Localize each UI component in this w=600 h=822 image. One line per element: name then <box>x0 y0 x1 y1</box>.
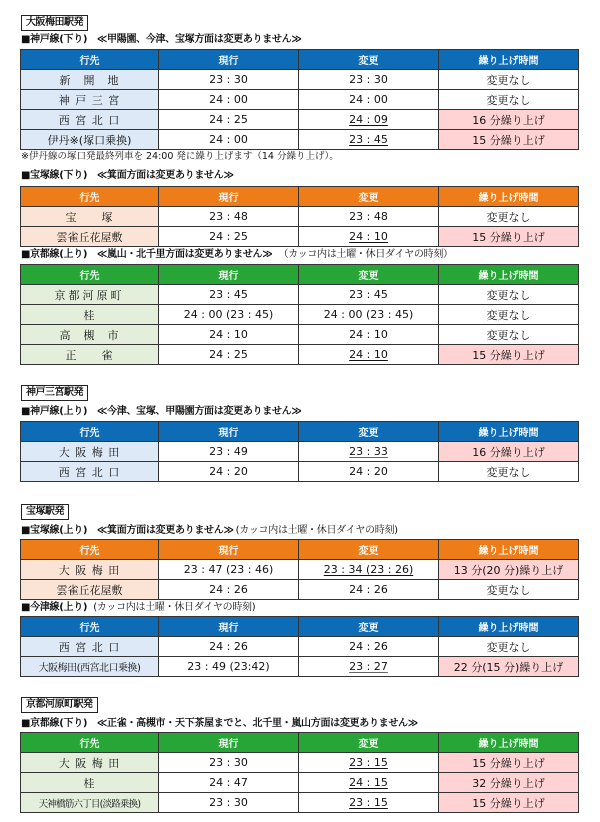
cell-changed <box>299 130 439 150</box>
header-destination: 行先 <box>21 733 159 753</box>
cell-destination: 正 雀 <box>21 345 159 365</box>
table-row <box>21 90 579 110</box>
cell-destination: 大 阪 梅 田 <box>21 442 159 462</box>
cell-changed: 24 : 00 (23 : 45) <box>299 305 439 325</box>
cell-destination: 新 開 地 <box>21 70 159 90</box>
section-title-text: ■京都線(上り) ≪嵐山・北千里方面は変更ありません≫ <box>21 249 273 260</box>
cell-advance: 16 分繰り上げ <box>439 442 579 462</box>
cell-changed: 24 : 10 <box>299 325 439 345</box>
cell-destination: 西 宮 北 口 <box>21 637 159 657</box>
table-row <box>21 560 579 580</box>
cell-current: 23 : 30 <box>159 793 299 813</box>
header-current: 現行 <box>159 733 299 753</box>
section-title-imazu-up <box>21 602 255 614</box>
cell-advance: 22 分(15 分)繰り上げ <box>439 657 579 677</box>
header-current: 現行 <box>159 265 299 285</box>
table-row <box>21 227 579 247</box>
changed-time: 23 : 33 <box>349 445 388 458</box>
header-current: 現行 <box>159 617 299 637</box>
table-row <box>21 110 579 130</box>
cell-advance: 32 分繰り上げ <box>439 773 579 793</box>
changed-time: 23 : 27 <box>349 660 388 673</box>
table-row <box>21 637 579 657</box>
changed-time: 24 : 10 <box>349 348 388 361</box>
station-label-osaka-umeda: 大阪梅田駅発 <box>21 15 88 31</box>
section-title-kobe-up <box>21 406 302 418</box>
header-destination: 行先 <box>21 50 159 70</box>
header-changed: 変更 <box>299 733 439 753</box>
table-header-row <box>21 265 579 285</box>
table-row <box>21 580 579 600</box>
cell-changed <box>299 793 439 813</box>
cell-destination: 高 槻 市 <box>21 325 159 345</box>
cell-changed: 24 : 20 <box>299 462 439 482</box>
cell-changed: 24 : 00 <box>299 90 439 110</box>
section-title-text: ■宝塚線(上り) ≪箕面方面は変更ありません≫ <box>21 525 234 536</box>
header-current: 現行 <box>159 540 299 560</box>
table-row <box>21 462 579 482</box>
table-row <box>21 325 579 345</box>
cell-changed: 23 : 45 <box>299 285 439 305</box>
cell-changed <box>299 657 439 677</box>
cell-destination: 大阪梅田(西宮北口乗換) <box>21 657 159 677</box>
cell-advance: 変更なし <box>439 90 579 110</box>
station-label-kyoto-kawaramachi: 京都河原町駅発 <box>21 697 98 713</box>
table-header-row <box>21 422 579 442</box>
header-advance: 繰り上げ時間 <box>439 617 579 637</box>
cell-destination: 西 宮 北 口 <box>21 462 159 482</box>
cell-current: 23 : 49 (23:42) <box>159 657 299 677</box>
cell-current: 24 : 26 <box>159 637 299 657</box>
header-current: 現行 <box>159 422 299 442</box>
cell-advance: 15 分繰り上げ <box>439 130 579 150</box>
header-current: 現行 <box>159 187 299 207</box>
timetable-kyoto-down <box>20 732 579 813</box>
cell-current: 24 : 25 <box>159 110 299 130</box>
header-changed: 変更 <box>299 422 439 442</box>
timetable-kobe-down <box>20 49 579 150</box>
changed-time: 23 : 45 <box>349 133 388 146</box>
cell-current: 24 : 00 (23 : 45) <box>159 305 299 325</box>
cell-advance: 15 分繰り上げ <box>439 345 579 365</box>
section-title-text: ■神戸線(上り) ≪今津、宝塚、甲陽園方面は変更ありません≫ <box>21 406 302 417</box>
cell-advance: 変更なし <box>439 285 579 305</box>
header-destination: 行先 <box>21 187 159 207</box>
header-advance: 繰り上げ時間 <box>439 733 579 753</box>
cell-changed <box>299 110 439 130</box>
cell-advance: 変更なし <box>439 70 579 90</box>
cell-advance: 変更なし <box>439 207 579 227</box>
cell-current: 23 : 30 <box>159 70 299 90</box>
cell-changed: 23 : 30 <box>299 70 439 90</box>
section-title-kyoto-down <box>21 718 418 730</box>
cell-changed: 24 : 26 <box>299 637 439 657</box>
cell-advance: 15 分繰り上げ <box>439 793 579 813</box>
cell-changed: 23 : 48 <box>299 207 439 227</box>
section-subnote: (カッコ内は土曜・休日ダイヤの時刻) <box>235 525 398 536</box>
cell-destination: 宝 塚 <box>21 207 159 227</box>
cell-current: 23 : 48 <box>159 207 299 227</box>
cell-advance: 変更なし <box>439 462 579 482</box>
timetable-takarazuka-down <box>20 186 579 247</box>
header-advance: 繰り上げ時間 <box>439 422 579 442</box>
changed-time: 24 : 09 <box>349 113 388 126</box>
cell-changed <box>299 442 439 462</box>
changed-time: 24 : 15 <box>349 776 388 789</box>
cell-changed <box>299 773 439 793</box>
table-row <box>21 207 579 227</box>
cell-current: 23 : 49 <box>159 442 299 462</box>
changed-time: 23 : 15 <box>349 756 388 769</box>
cell-destination: 伊丹※(塚口乗換) <box>21 130 159 150</box>
changed-time: 23 : 34 (23 : 26) <box>323 563 414 576</box>
header-changed: 変更 <box>299 265 439 285</box>
cell-advance: 15 分繰り上げ <box>439 753 579 773</box>
cell-advance: 13 分(20 分)繰り上げ <box>439 560 579 580</box>
table-row <box>21 442 579 462</box>
header-destination: 行先 <box>21 540 159 560</box>
header-advance: 繰り上げ時間 <box>439 265 579 285</box>
changed-time: 24 : 10 <box>349 230 388 243</box>
table-row <box>21 793 579 813</box>
cell-current: 24 : 25 <box>159 345 299 365</box>
cell-changed <box>299 345 439 365</box>
cell-destination: 神 戸 三 宮 <box>21 90 159 110</box>
cell-destination: 西 宮 北 口 <box>21 110 159 130</box>
cell-advance: 変更なし <box>439 305 579 325</box>
section-title-kyoto-up <box>21 249 453 261</box>
cell-current: 23 : 30 <box>159 753 299 773</box>
timetable-kyoto-up <box>20 264 579 365</box>
section-title-text: ■宝塚線(下り) ≪箕面方面は変更ありません≫ <box>21 170 234 181</box>
cell-current: 23 : 45 <box>159 285 299 305</box>
station-label-takarazuka: 宝塚駅発 <box>21 504 69 520</box>
cell-destination: 雲雀丘花屋敷 <box>21 580 159 600</box>
cell-advance: 15 分繰り上げ <box>439 227 579 247</box>
table-header-row <box>21 617 579 637</box>
cell-destination: 桂 <box>21 305 159 325</box>
table-header-row <box>21 50 579 70</box>
table-row <box>21 345 579 365</box>
header-destination: 行先 <box>21 617 159 637</box>
section-title-takarazuka-down <box>21 170 234 182</box>
header-destination: 行先 <box>21 265 159 285</box>
table-header-row <box>21 540 579 560</box>
cell-current: 24 : 26 <box>159 580 299 600</box>
timetable-takarazuka-up <box>20 539 579 600</box>
changed-time: 23 : 15 <box>349 796 388 809</box>
table-header-row <box>21 733 579 753</box>
header-changed: 変更 <box>299 50 439 70</box>
cell-changed <box>299 753 439 773</box>
section-subnote: (カッコ内は土曜・休日ダイヤの時刻) <box>93 602 256 613</box>
cell-advance: 変更なし <box>439 637 579 657</box>
cell-changed <box>299 227 439 247</box>
cell-advance: 変更なし <box>439 325 579 345</box>
table-row <box>21 285 579 305</box>
table-row <box>21 130 579 150</box>
cell-destination: 雲雀丘花屋敷 <box>21 227 159 247</box>
header-advance: 繰り上げ時間 <box>439 187 579 207</box>
cell-destination: 京都河原町 <box>21 285 159 305</box>
timetable-imazu-up <box>20 616 579 677</box>
cell-destination: 桂 <box>21 773 159 793</box>
header-changed: 変更 <box>299 540 439 560</box>
section-subnote: （カッコ内は土曜・休日ダイヤの時刻） <box>278 249 453 260</box>
cell-destination: 大 阪 梅 田 <box>21 560 159 580</box>
cell-advance: 変更なし <box>439 580 579 600</box>
header-current: 現行 <box>159 50 299 70</box>
station-label-kobe-sannomiya: 神戸三宮駅発 <box>21 385 88 401</box>
header-destination: 行先 <box>21 422 159 442</box>
table-row <box>21 773 579 793</box>
header-changed: 変更 <box>299 187 439 207</box>
cell-destination: 大 阪 梅 田 <box>21 753 159 773</box>
header-changed: 変更 <box>299 617 439 637</box>
cell-current: 24 : 00 <box>159 90 299 110</box>
cell-current: 24 : 25 <box>159 227 299 247</box>
cell-advance: 16 分繰り上げ <box>439 110 579 130</box>
table-row <box>21 305 579 325</box>
section-title-text: ■今津線(上り) <box>21 602 88 613</box>
header-advance: 繰り上げ時間 <box>439 540 579 560</box>
header-advance: 繰り上げ時間 <box>439 50 579 70</box>
section-title-kobe-down <box>21 34 302 46</box>
cell-current: 24 : 10 <box>159 325 299 345</box>
section-title-text: ■京都線(下り) ≪正雀・高槻市・天下茶屋までと、北千里・嵐山方面は変更ありません≫ <box>21 718 418 729</box>
cell-current: 24 : 47 <box>159 773 299 793</box>
cell-changed <box>299 560 439 580</box>
table-row <box>21 657 579 677</box>
cell-current: 24 : 00 <box>159 130 299 150</box>
table-header-row <box>21 187 579 207</box>
section-title-takarazuka-up <box>21 525 398 537</box>
cell-current: 24 : 20 <box>159 462 299 482</box>
table-row <box>21 70 579 90</box>
section-title-text: ■神戸線(下り) ≪甲陽園、今津、宝塚方面は変更ありません≫ <box>21 34 302 45</box>
table-row <box>21 753 579 773</box>
timetable-kobe-up <box>20 421 579 482</box>
cell-destination: 天神橋筋六丁目(淡路乗換) <box>21 793 159 813</box>
cell-current: 23 : 47 (23 : 46) <box>159 560 299 580</box>
cell-changed: 24 : 26 <box>299 580 439 600</box>
footnote-itami: ※伊丹線の塚口発最終列車を 24:00 発に繰り上げます（14 分繰り上げ）。 <box>21 151 339 162</box>
